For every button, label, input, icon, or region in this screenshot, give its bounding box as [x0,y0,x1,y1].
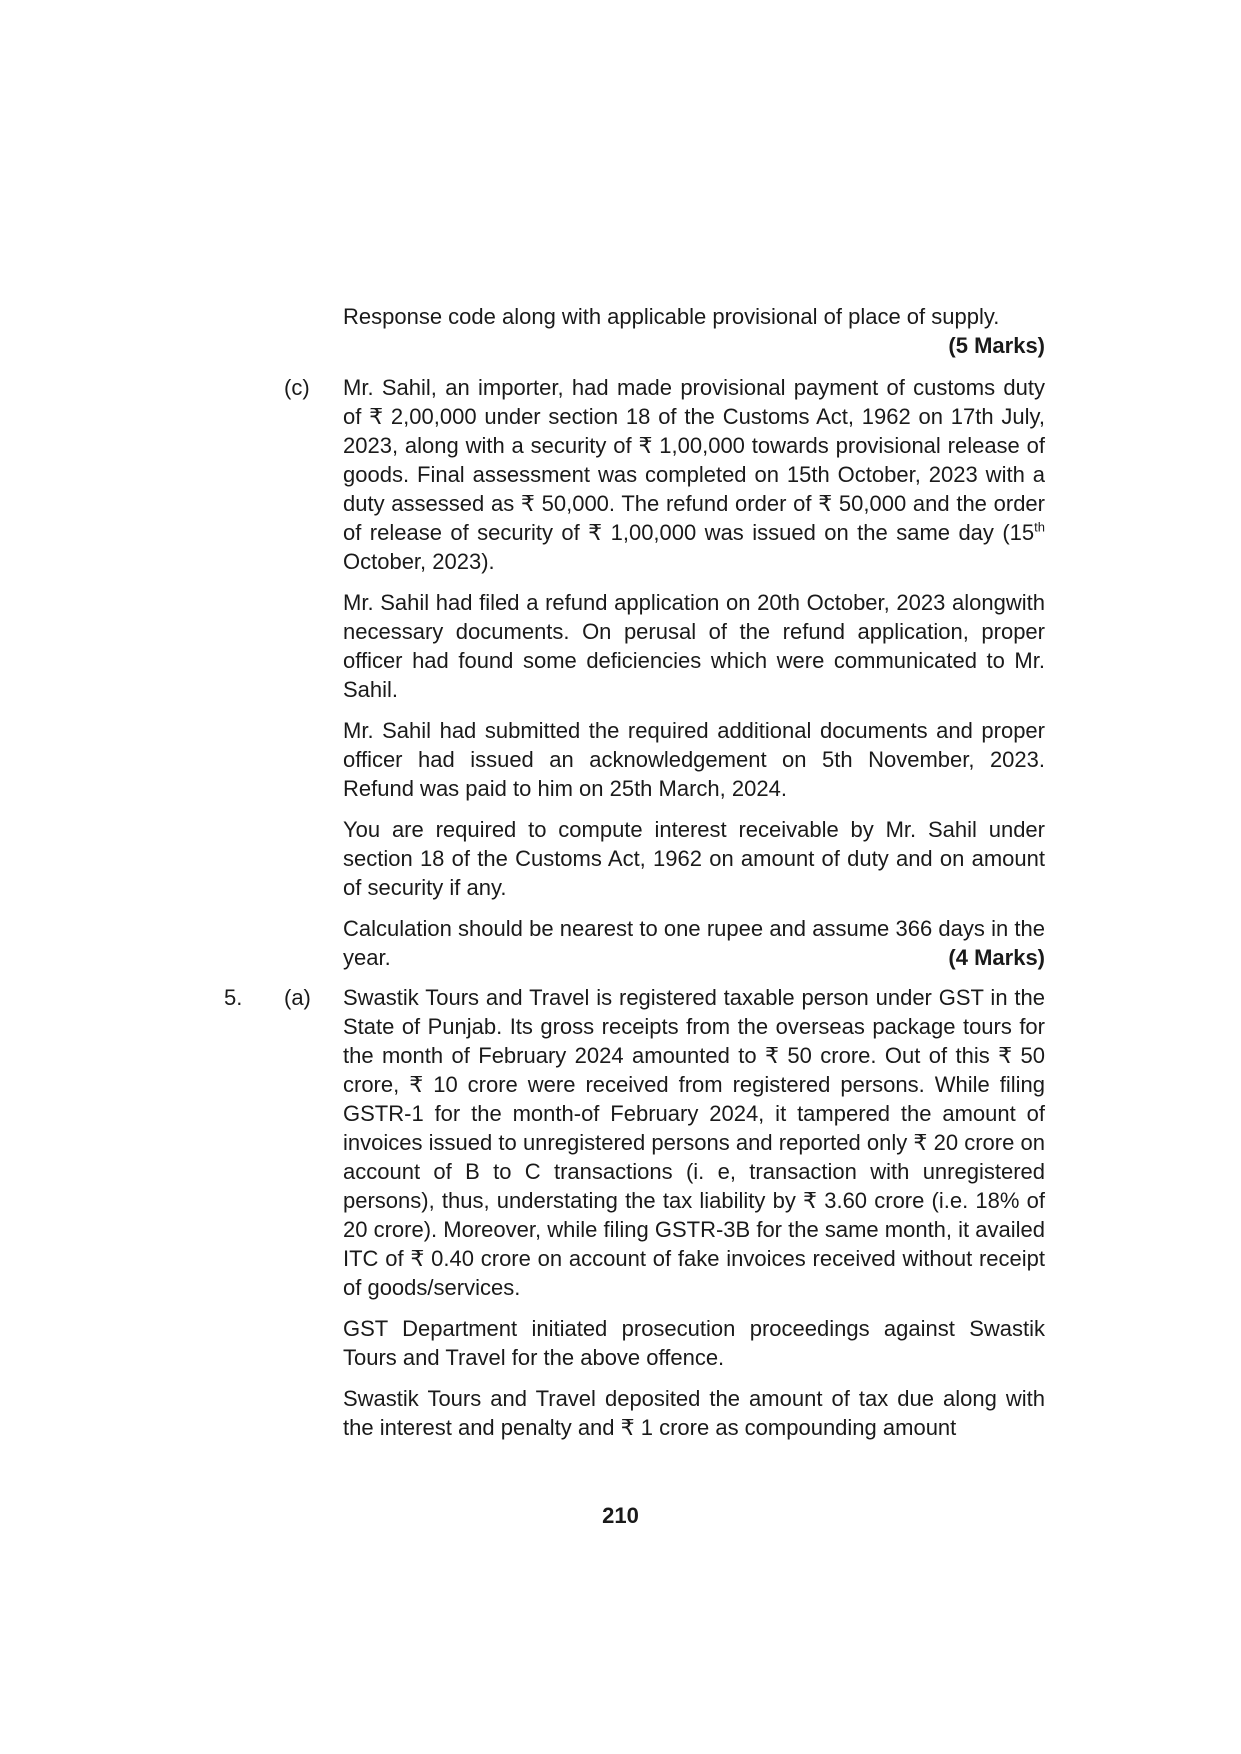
ordinal-suffix: th [1034,519,1045,535]
marks-label: (5 Marks) [948,333,1045,358]
continuation-text: Response code along with applicable provisional of place of supply. [343,304,1000,329]
part-c-para-1 [343,373,1045,576]
part-a-label: (a) [284,985,311,1010]
part-c-para-5 [343,914,1045,972]
part-c-para-5-text: Calculation should be nearest to one rupee and assume 366 days in the year. [343,916,1045,970]
q5-para-1: Swastik Tours and Travel is registered taxable person under GST in the State of Punjab. Its gross receipts from the overseas package tours for the month of February 2024 amounted to ₹ 50 crore. Out of this ₹ 50 crore, ₹ 10 crore were received from registered persons. While filing GSTR-1 for the month-of February 2024, it tampered the amount of invoices issued to unregistered persons and reported only ₹ 20 crore on account of B to C transactions (i. e, transaction with unregistered persons), thus, understating the tax liability by ₹ 3.60 crore (i.e. 18% of 20 crore). Moreover, while filing GSTR-3B for the same month, it availed ITC of ₹ 0.40 crore on account of fake invoices received without receipt of goods/services. [343,985,1045,1300]
part-c-para-1-text-end: October, 2023). [343,549,495,574]
part-c-para-2: Mr. Sahil had filed a refund application on 20th October, 2023 alongwith necessary documents. On perusal of the refund application, proper officer had found some deficiencies which were communicated to Mr. Sahil. [343,590,1045,702]
part-c-label: (c) [284,375,310,400]
page-number: 210 [602,1503,639,1528]
part-c-para-4: You are required to compute interest receivable by Mr. Sahil under section 18 of the Customs Act, 1962 on amount of duty and on amount of security if any. [343,817,1045,900]
question-number: 5. [224,985,243,1010]
part-c-para-3: Mr. Sahil had submitted the required additional documents and proper officer had issued an acknowledgement on 5th November, 2023. Refund was paid to him on 25th March, 2024. [343,718,1045,801]
marks-label: (4 Marks) [948,945,1045,970]
continuation-block [343,302,1045,360]
part-c-block [343,373,1045,984]
q5-para-2: GST Department initiated prosecution proceedings against Swastik Tours and Travel for the above offence. [343,1316,1045,1370]
part-c-para-1-text: Mr. Sahil, an importer, had made provisional payment of customs duty of ₹ 2,00,000 under section 18 of the Customs Act, 1962 on 17th July, 2023, along with a security of ₹ 1,00,000 towards provisional release of goods. Final assessment was completed on 15th October, 2023 with a duty assessed as ₹ 50,000. The refund order of ₹ 50,000 and the order of release of security of ₹ 1,00,000 was issued on the same day (15 [343,375,1045,545]
q5-block [343,983,1045,1454]
q5-para-3: Swastik Tours and Travel deposited the amount of tax due along with the interest and penalty and ₹ 1 crore as compounding amount [343,1386,1045,1440]
